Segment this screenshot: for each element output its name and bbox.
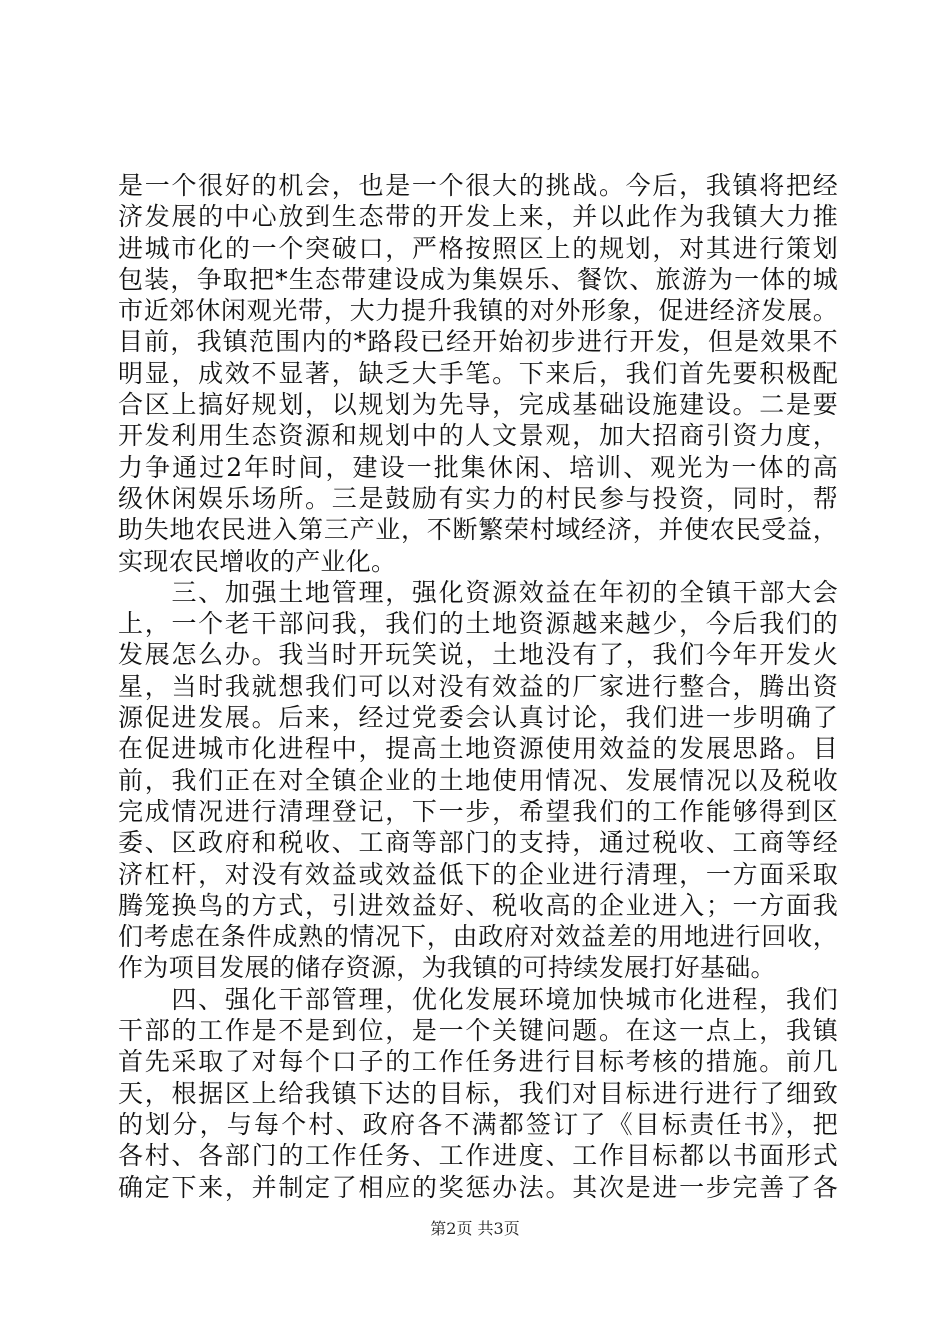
text-line: 在促进城市化进程中，提高土地资源使用效益的发展思路。目 <box>118 734 838 764</box>
text-line: 的划分，与每个村、政府各不满都签订了《目标责任书》，把 <box>118 1109 838 1139</box>
text-line: 天，根据区上给我镇下达的目标，我们对目标进行进行了细致 <box>118 1078 838 1108</box>
page-footer: 第2页 共3页 <box>430 1219 520 1238</box>
text-line: 干部的工作是不是到位，是一个关键问题。在这一点上，我镇 <box>118 1016 838 1046</box>
text-line: 济杠杆，对没有效益或效益低下的企业进行清理，一方面采取 <box>118 859 838 889</box>
text-line: 确定下来，并制定了相应的奖惩办法。其次是进一步完善了各 <box>118 1172 838 1202</box>
text-line: 委、区政府和税收、工商等部门的支持，通过税收、工商等经 <box>118 828 838 858</box>
text-line: 各村、各部门的工作任务、工作进度、工作目标都以书面形式 <box>118 1141 838 1171</box>
text-line: 级休闲娱乐场所。三是鼓励有实力的村民参与投资，同时，帮 <box>118 483 838 513</box>
text-line: 腾笼换鸟的方式，引进效益好、税收高的企业进入；一方面我 <box>118 890 838 920</box>
text-line: 们考虑在条件成熟的情况下，由政府对效益差的用地进行回收， <box>118 922 838 952</box>
text-line: 前，我们正在对全镇企业的土地使用情况、发展情况以及税收 <box>118 765 838 795</box>
text-line: 包装，争取把*生态带建设成为集娱乐、餐饮、旅游为一体的城 <box>118 264 838 294</box>
text-line: 上，一个老干部问我，我们的土地资源越来越少，今后我们的 <box>118 609 838 639</box>
text-line: 首先采取了对每个口子的工作任务进行目标考核的措施。前几 <box>118 1047 838 1077</box>
text-line: 实现农民增收的产业化。 <box>118 546 397 576</box>
text-line: 四、强化干部管理，优化发展环境加快城市化进程，我们 <box>118 984 838 1014</box>
text-line: 作为项目发展的储存资源，为我镇的可持续发展打好基础。 <box>118 953 776 983</box>
text-line: 助失地农民进入第三产业，不断繁荣村域经济，并使农民受益， <box>118 515 838 545</box>
text-line: 合区上搞好规划，以规划为先导，完成基础设施建设。二是要 <box>118 390 838 420</box>
text-line: 三、加强土地管理，强化资源效益在年初的全镇干部大会 <box>118 577 838 607</box>
text-line: 市近郊休闲观光带，大力提升我镇的对外形象，促进经济发展。 <box>118 296 838 326</box>
text-line: 力争通过2年时间，建设一批集休闲、培训、观光为一体的高 <box>118 452 838 482</box>
body-text <box>118 170 838 1203</box>
text-line: 进城市化的一个突破口，严格按照区上的规划，对其进行策划 <box>118 233 838 263</box>
text-line: 源促进发展。后来，经过党委会认真讨论，我们进一步明确了 <box>118 703 838 733</box>
text-line: 开发利用生态资源和规划中的人文景观，加大招商引资力度， <box>118 421 838 451</box>
text-line: 发展怎么办。我当时开玩笑说，土地没有了，我们今年开发火 <box>118 640 838 670</box>
text-line: 明显，成效不显著，缺乏大手笔。下来后，我们首先要积极配 <box>118 358 838 388</box>
text-line: 济发展的中心放到生态带的开发上来，并以此作为我镇大力推 <box>118 202 838 232</box>
text-line: 完成情况进行清理登记，下一步，希望我们的工作能够得到区 <box>118 796 838 826</box>
text-line: 星，当时我就想我们可以对没有效益的厂家进行整合，腾出资 <box>118 671 838 701</box>
text-line: 是一个很好的机会，也是一个很大的挑战。今后，我镇将把经 <box>118 171 838 200</box>
text-line: 目前，我镇范围内的*路段已经开始初步进行开发，但是效果不 <box>118 327 838 357</box>
